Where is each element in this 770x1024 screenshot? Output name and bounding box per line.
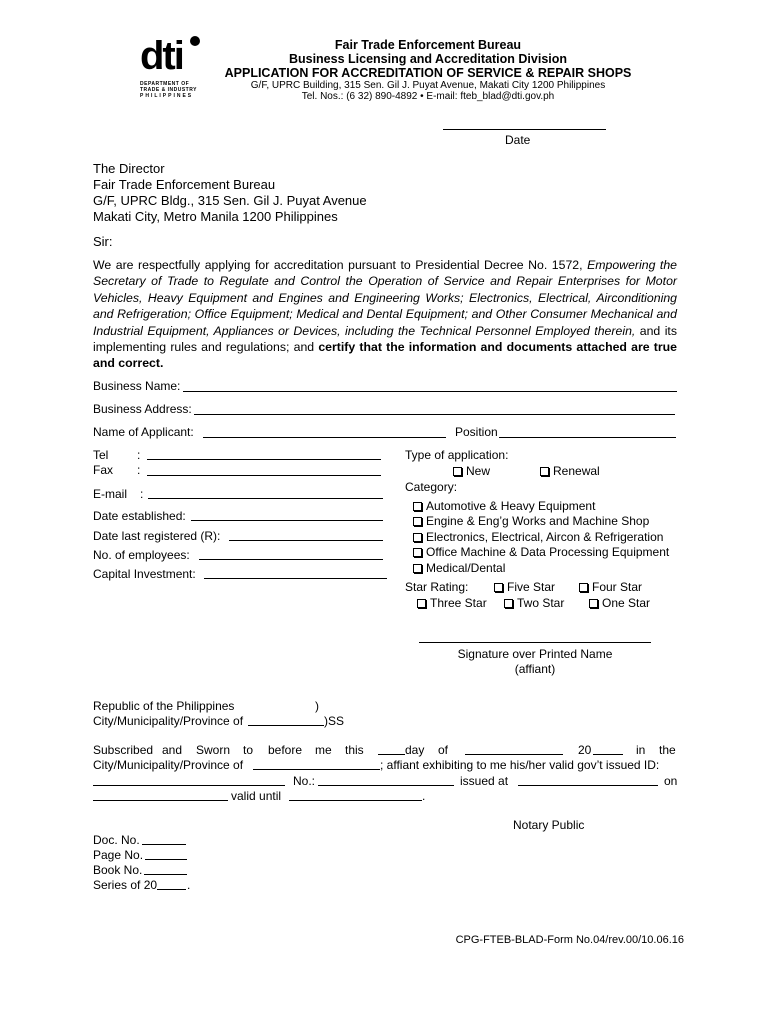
- body-middle: and its implementing rules and regulations; and: [93, 323, 677, 355]
- affiant-label: (affiant): [514, 662, 556, 676]
- signature-label: Signature over Printed Name: [457, 647, 613, 661]
- type-new-option[interactable]: [453, 464, 490, 478]
- page-no-label: Page No.: [93, 848, 144, 862]
- page-no-field[interactable]: [145, 859, 187, 860]
- category-checkbox[interactable]: [413, 517, 422, 526]
- valid-until-field[interactable]: [289, 800, 422, 801]
- of-label: of: [438, 743, 449, 757]
- on-label: on: [664, 774, 678, 788]
- jurat-word: Sworn: [196, 743, 231, 757]
- capital-field[interactable]: [204, 578, 387, 579]
- logo-sub-1: DEPARTMENT OF: [140, 81, 190, 87]
- category-label: Category:: [405, 480, 458, 494]
- logo-dot-icon: [190, 36, 200, 46]
- date-last-registered-label: Date last registered (R):: [93, 529, 221, 543]
- addressee-line-2: Fair Trade Enforcement Bureau: [93, 177, 276, 192]
- category-option[interactable]: [413, 545, 669, 559]
- new-checkbox[interactable]: [453, 467, 462, 476]
- date-field[interactable]: [443, 129, 606, 130]
- valid-until-label: valid until: [231, 789, 282, 803]
- year-prefix: 20: [578, 743, 592, 757]
- applicant-field[interactable]: [203, 437, 446, 438]
- capital-label: Capital Investment:: [93, 567, 196, 581]
- issued-at-field[interactable]: [518, 785, 658, 786]
- email-field[interactable]: [148, 498, 383, 499]
- issued-on-field[interactable]: [93, 800, 228, 801]
- one-star-label: One Star: [602, 596, 651, 610]
- issued-at-label: issued at: [460, 774, 509, 788]
- series-label: Series of 20: [93, 878, 158, 892]
- addressee-line-4: Makati City, Metro Manila 1200 Philippines: [93, 209, 338, 224]
- header-bureau: Fair Trade Enforcement Bureau: [334, 38, 522, 52]
- tel-label: Tel: [93, 448, 109, 462]
- category-label-text: Automotive & Heavy Equipment: [426, 499, 596, 513]
- two-star-option[interactable]: [504, 596, 564, 610]
- employees-label: No. of employees:: [93, 548, 190, 562]
- date-established-field[interactable]: [191, 520, 383, 521]
- city-province-field-2[interactable]: [253, 769, 380, 770]
- new-label: New: [466, 464, 491, 478]
- category-label-text: Office Machine & Data Processing Equipment: [426, 545, 670, 559]
- body-decree-title: Empowering the Secretary of Trade to Regulate and Control the Operation of Service and Repair Enterprises for Motor Vehicles, Heavy Equipment and Engines and Engineering Works; Electronics, Electrical, Airconditioning and Refrigeration; Office Equipment; Medical and Dental Equipment; and Other Consumer Mechanical and Industrial Equipment, Appliances or Devices, including the Technical Personnel Employed therein,: [93, 258, 678, 338]
- jurat-word: this: [345, 743, 364, 757]
- tel-field[interactable]: [147, 459, 381, 460]
- id-type-field[interactable]: [93, 785, 285, 786]
- header-contact: Tel. Nos.: (6 32) 890-4892 • E-mail: fteb_blad@dti.gov.ph: [301, 91, 555, 102]
- type-label: Type of application:: [405, 448, 509, 462]
- fax-label: Fax: [93, 463, 114, 477]
- city-province-label-2: City/Municipality/Province of: [93, 758, 244, 772]
- type-renewal-option[interactable]: [540, 464, 600, 478]
- position-label: Position: [455, 425, 498, 439]
- dti-logo: [140, 34, 208, 100]
- category-option[interactable]: [413, 499, 595, 513]
- five-star-label: Five Star: [507, 580, 556, 594]
- renewal-checkbox[interactable]: [540, 467, 549, 476]
- body-certification: certify that the information and documents attached are true and correct.: [93, 340, 677, 371]
- salutation: Sir:: [93, 234, 113, 249]
- id-no-field[interactable]: [318, 785, 454, 786]
- four-star-label: Four Star: [592, 580, 643, 594]
- notary-public-label: Notary Public: [513, 818, 585, 832]
- form-number: CPG-FTEB-BLAD-Form No.04/rev.00/10.06.16: [455, 934, 684, 946]
- renewal-label: Renewal: [553, 464, 600, 478]
- body-paragraph: [93, 257, 677, 372]
- category-checkbox[interactable]: [413, 502, 422, 511]
- business-name-field[interactable]: [183, 391, 677, 392]
- series-field[interactable]: [157, 889, 186, 890]
- city-province-label: City/Municipality/Province of: [93, 714, 244, 728]
- month-field[interactable]: [465, 754, 563, 755]
- business-address-label: Business Address:: [93, 402, 192, 416]
- header-address: G/F, UPRC Building, 315 Sen. Gil J. Puyat Avenue, Makati City 1200 Philippines: [250, 80, 606, 91]
- email-colon: :: [140, 487, 144, 501]
- category-checkbox[interactable]: [413, 564, 422, 573]
- category-label-text: Medical/Dental: [426, 561, 506, 575]
- category-checkbox[interactable]: [413, 548, 422, 557]
- jurat-word: to: [243, 743, 254, 757]
- two-star-checkbox[interactable]: [504, 599, 513, 608]
- email-label: E-mail: [93, 487, 128, 501]
- employees-field[interactable]: [199, 559, 383, 560]
- fax-colon: :: [137, 463, 141, 477]
- logo-sub-3: PHILIPPINES: [140, 93, 194, 99]
- logo-sub-2: TRADE & INDUSTRY: [140, 87, 197, 93]
- jurat-word: and: [162, 743, 183, 757]
- fax-field[interactable]: [147, 475, 381, 476]
- date-established-label: Date established:: [93, 509, 186, 523]
- position-field[interactable]: [499, 437, 676, 438]
- addressee-line-1: The Director: [93, 161, 165, 176]
- ss-label: )SS: [324, 714, 345, 728]
- republic-label: Republic of the Philippines: [93, 699, 235, 713]
- signature-field[interactable]: [419, 642, 651, 643]
- series-dot: .: [187, 878, 191, 892]
- four-star-option[interactable]: [579, 580, 642, 594]
- city-province-field[interactable]: [248, 725, 324, 726]
- id-no-label: No.:: [293, 774, 316, 788]
- category-label-text: Electronics, Electrical, Aircon & Refrigeration: [426, 530, 664, 544]
- category-option[interactable]: [413, 561, 505, 575]
- header-division: Business Licensing and Accreditation Division: [288, 52, 568, 66]
- category-checkbox[interactable]: [413, 533, 422, 542]
- republic-paren: ): [315, 699, 319, 713]
- form-title: APPLICATION FOR ACCREDITATION OF SERVICE & REPAIR SHOPS: [224, 66, 632, 80]
- in-label: in: [636, 743, 646, 757]
- doc-no-field[interactable]: [142, 844, 186, 845]
- jurat-word: before: [268, 743, 303, 757]
- book-no-field[interactable]: [144, 874, 187, 875]
- the-label: the: [659, 743, 676, 757]
- star-rating-label: Star Rating:: [405, 580, 469, 594]
- four-star-checkbox[interactable]: [579, 583, 588, 592]
- logo-wordmark: dti: [140, 34, 183, 78]
- day-field[interactable]: [378, 754, 405, 755]
- one-star-option[interactable]: [589, 596, 650, 610]
- year-field[interactable]: [593, 754, 623, 755]
- category-option[interactable]: [413, 514, 649, 528]
- five-star-checkbox[interactable]: [494, 583, 503, 592]
- doc-no-label: Doc. No.: [93, 833, 140, 847]
- three-star-option[interactable]: [417, 596, 487, 610]
- five-star-option[interactable]: [494, 580, 555, 594]
- date-label: Date: [505, 133, 531, 147]
- three-star-label: Three Star: [430, 596, 487, 610]
- category-label-text: Engine & Eng’g Works and Machine Shop: [426, 514, 650, 528]
- category-option[interactable]: [413, 530, 663, 544]
- jurat-word: me: [315, 743, 332, 757]
- tel-colon: :: [137, 448, 141, 462]
- jurat-word: Subscribed: [93, 743, 154, 757]
- business-address-field[interactable]: [194, 414, 675, 415]
- one-star-checkbox[interactable]: [589, 599, 598, 608]
- three-star-checkbox[interactable]: [417, 599, 426, 608]
- book-no-label: Book No.: [93, 863, 143, 877]
- affiant-id-text: ; affiant exhibiting to me his/her valid gov’t issued ID:: [380, 758, 660, 772]
- day-label: day: [405, 743, 425, 757]
- valid-until-dot: .: [422, 789, 426, 803]
- business-name-label: Business Name:: [93, 379, 181, 393]
- addressee-line-3: G/F, UPRC Bldg., 315 Sen. Gil J. Puyat Avenue: [93, 193, 367, 208]
- two-star-label: Two Star: [517, 596, 565, 610]
- date-last-registered-field[interactable]: [229, 540, 383, 541]
- body-start: We are respectfully applying for accreditation pursuant to Presidential Decree No. 1572,: [93, 258, 583, 272]
- applicant-label: Name of Applicant:: [93, 425, 194, 439]
